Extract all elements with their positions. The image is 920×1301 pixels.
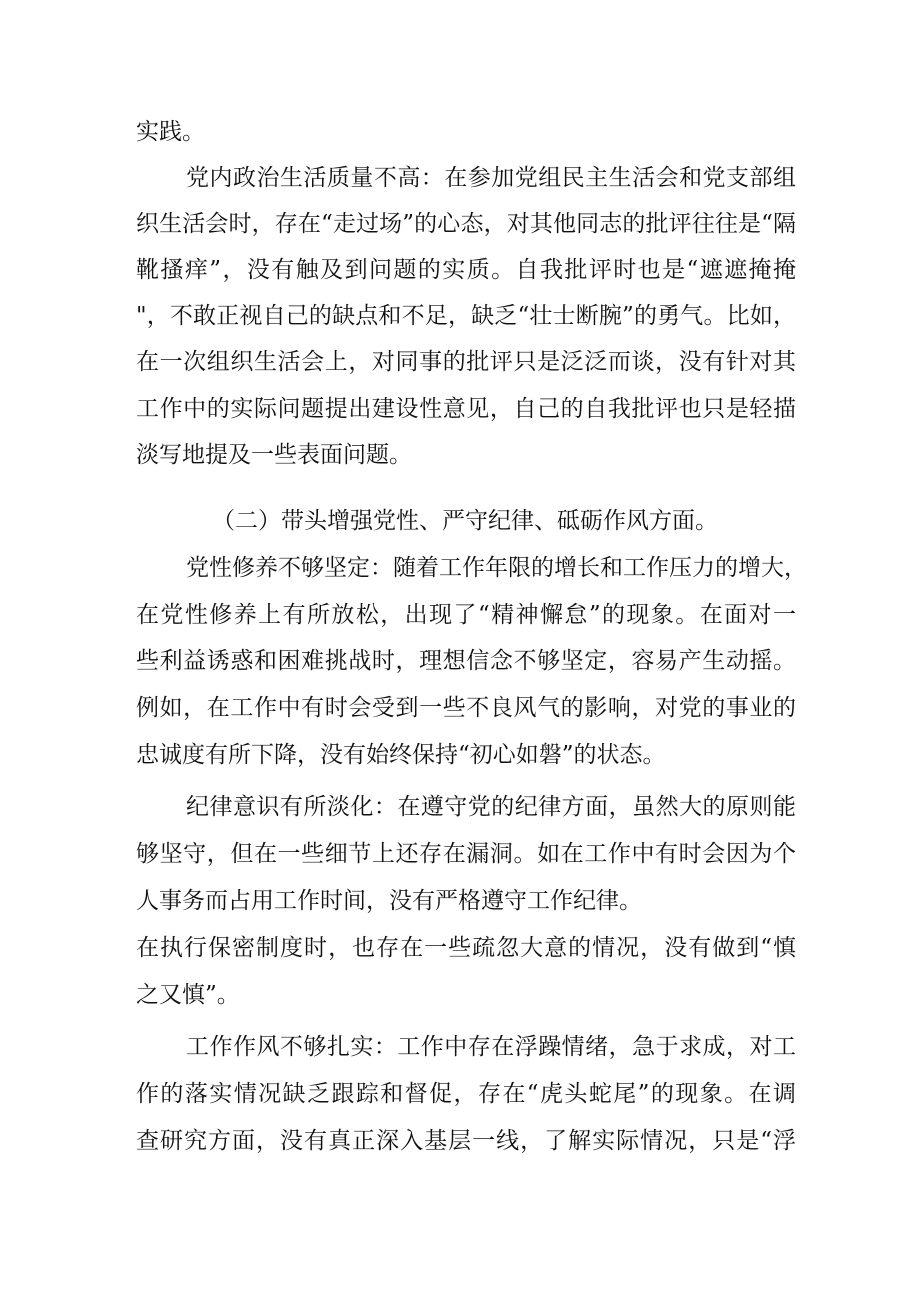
text-line: 在执行保密制度时，也存在一些疏忽大意的情况，没有做到“慎 [136,935,796,961]
text-line: 淡写地提及一些表面问题。 [136,442,412,468]
text-line: 在党性修养上有所放松，出现了“精神懈怠”的现象。在面对一 [136,602,796,628]
text-line: 忠诚度有所下降，没有始终保持“初心如磐”的状态。 [136,742,666,768]
paragraph-first-line: 党性修养不够坚定：随着工作年限的增长和工作压力的增大， [186,555,807,581]
text-line: 靴搔痒”，没有触及到问题的实质。自我批评时也是“遮遮掩掩 [136,257,796,283]
text-line: 工作中的实际问题提出建设性意见，自己的自我批评也只是轻描 [136,396,796,422]
section-heading: （二）带头增强党性、严守纪律、砥砺作风方面。 [212,508,718,534]
text-line: 例如，在工作中有时会受到一些不良风气的影响，对党的事业的 [136,695,796,721]
paragraph-first-line: 党内政治生活质量不高：在参加党组民主生活会和党支部组 [186,165,796,191]
text-line: 人事务而占用工作时间，没有严格遵守工作纪律。 [136,888,642,914]
text-line: 些利益诱惑和困难挑战时，理想信念不够坚定，容易产生动摇。 [136,648,796,674]
paragraph-first-line: 工作作风不够扎实：工作中存在浮躁情绪，急于求成，对工 [186,1034,796,1060]
text-line: 够坚守，但在一些细节上还存在漏洞。如在工作中有时会因为个 [136,841,796,867]
text-line: 作的落实情况缺乏跟踪和督促，存在“虎头蛇尾”的现象。在调 [136,1081,796,1107]
text-line: 查研究方面，没有真正深入基层一线，了解实际情况，只是“浮 [136,1128,796,1154]
text-line: "，不敢正视自己的缺点和不足，缺乏“壮士断腕”的勇气。比如， [136,303,796,329]
text-line: 织生活会时，存在“走过场”的心态，对其他同志的批评往往是“隔 [136,211,796,237]
text-line: 实践。 [136,119,205,145]
text-line: 在一次组织生活会上，对同事的批评只是泛泛而谈，没有针对其 [136,349,796,375]
paragraph-first-line: 纪律意识有所淡化：在遵守党的纪律方面，虽然大的原则能 [186,794,796,820]
text-line: 之又慎”。 [136,982,240,1008]
